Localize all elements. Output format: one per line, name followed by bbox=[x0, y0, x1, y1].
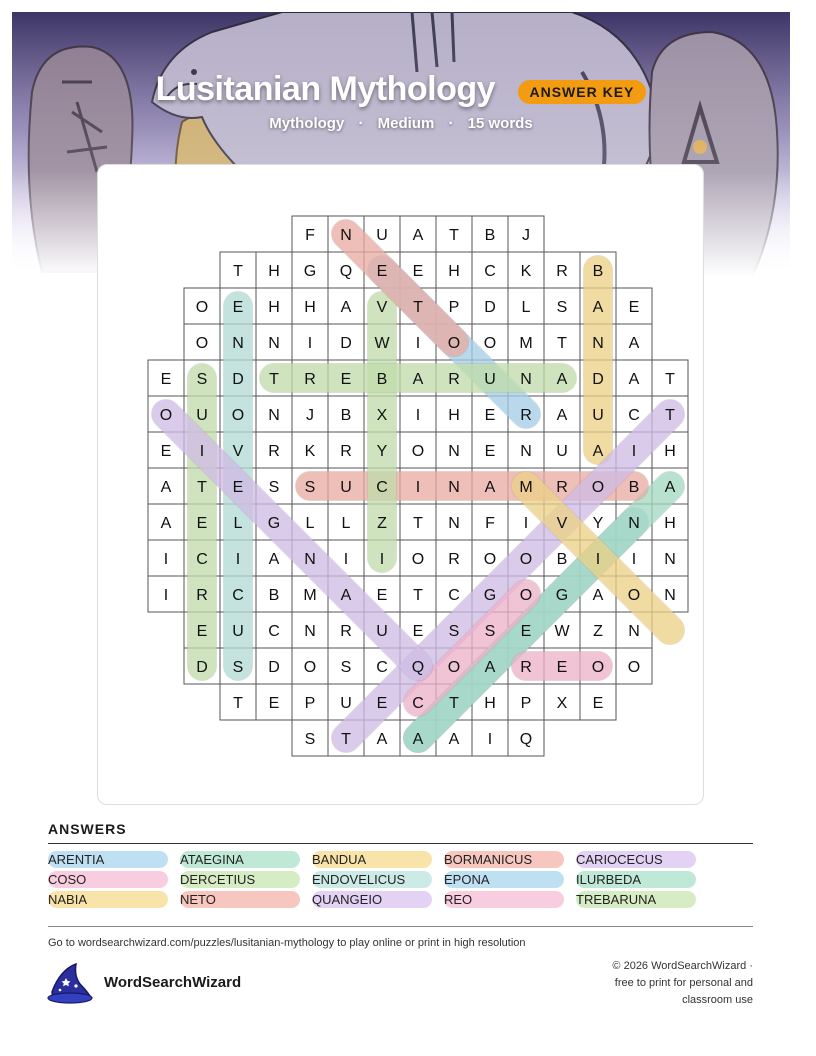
grid-letter: D bbox=[340, 335, 352, 352]
grid-letter: N bbox=[340, 227, 352, 244]
grid-letter: A bbox=[592, 587, 604, 604]
answer-word-label: ILURBEDA bbox=[576, 872, 642, 887]
grid-letter: S bbox=[556, 299, 568, 316]
grid-letter: S bbox=[232, 659, 244, 676]
answer-word-label: DERCETIUS bbox=[180, 872, 256, 887]
grid-letter: P bbox=[520, 695, 532, 712]
answers-heading: ANSWERS bbox=[48, 821, 127, 837]
answer-word-label: EPONA bbox=[444, 872, 490, 887]
grid-letter: R bbox=[556, 263, 568, 280]
grid-letter: I bbox=[487, 731, 493, 748]
grid-letter: R bbox=[340, 623, 352, 640]
grid-letter: T bbox=[341, 731, 351, 748]
answer-word-label: QUANGEIO bbox=[312, 892, 383, 907]
grid-letter: I bbox=[631, 551, 637, 568]
title-row bbox=[12, 70, 790, 109]
grid-letter: I bbox=[199, 443, 205, 460]
grid-letter: E bbox=[232, 479, 244, 496]
grid-letter: B bbox=[556, 551, 568, 568]
grid-letter: H bbox=[448, 263, 460, 280]
grid-letter: A bbox=[664, 479, 676, 496]
grid-letter: O bbox=[483, 551, 497, 568]
grid-letter: A bbox=[556, 371, 568, 388]
grid-letter: U bbox=[340, 695, 352, 712]
grid-letter: C bbox=[448, 587, 460, 604]
grid-letter: J bbox=[306, 407, 314, 424]
page-title: Lusitanian Mythology bbox=[155, 70, 496, 108]
answer-word bbox=[48, 851, 168, 868]
grid-letter: B bbox=[340, 407, 352, 424]
answer-word-label: ATAEGINA bbox=[180, 852, 244, 867]
grid-letter: N bbox=[232, 335, 244, 352]
grid-letter: O bbox=[591, 479, 605, 496]
grid-letter: U bbox=[376, 227, 388, 244]
grid-letter: R bbox=[448, 371, 460, 388]
grid-letter: X bbox=[376, 407, 388, 424]
answer-word-label: COSO bbox=[48, 872, 87, 887]
grid-letter: O bbox=[195, 299, 209, 316]
grid-letter: T bbox=[233, 695, 243, 712]
grid-letter: O bbox=[591, 659, 605, 676]
grid-letter: H bbox=[484, 695, 496, 712]
grid-letter: O bbox=[627, 659, 641, 676]
grid-letter: U bbox=[196, 407, 208, 424]
grid-letter: C bbox=[232, 587, 244, 604]
footer-link[interactable]: Go to wordsearchwizard.com/puzzles/lusitanian-mythology to play online or print in high resolution bbox=[48, 937, 526, 949]
grid-letter: P bbox=[448, 299, 460, 316]
copyright bbox=[553, 958, 753, 1009]
grid-letter: T bbox=[557, 335, 567, 352]
answer-word bbox=[576, 891, 696, 908]
grid-letter: G bbox=[303, 263, 317, 280]
grid-letter: D bbox=[232, 371, 244, 388]
grid-letter: C bbox=[628, 407, 640, 424]
answer-word bbox=[180, 871, 300, 888]
grid-letter: A bbox=[484, 659, 496, 676]
grid-letter: A bbox=[448, 731, 460, 748]
grid-letter: O bbox=[411, 443, 425, 460]
grid-letter: V bbox=[376, 299, 388, 316]
grid-letter: G bbox=[267, 515, 281, 532]
grid-letter: Y bbox=[592, 515, 604, 532]
grid-letter: D bbox=[484, 299, 496, 316]
grid-letter: T bbox=[413, 299, 423, 316]
word-count-label: 15 words bbox=[467, 115, 533, 132]
grid-letter: O bbox=[231, 407, 245, 424]
grid-letter: Z bbox=[593, 623, 603, 640]
grid-letter: U bbox=[340, 479, 352, 496]
grid-letter: E bbox=[160, 443, 172, 460]
grid-letter: W bbox=[554, 623, 570, 640]
grid-letter: N bbox=[664, 551, 676, 568]
grid-letter: N bbox=[268, 335, 280, 352]
grid-letter: S bbox=[268, 479, 280, 496]
grid-letter: B bbox=[628, 479, 640, 496]
answer-word-label: REO bbox=[444, 892, 473, 907]
grid-letter: K bbox=[520, 263, 532, 280]
grid-letter: S bbox=[304, 731, 316, 748]
grid-letter: L bbox=[521, 299, 531, 316]
copyright-line: © 2026 WordSearchWizard · bbox=[612, 960, 753, 972]
grid-letter: S bbox=[340, 659, 352, 676]
grid-letter: F bbox=[485, 515, 495, 532]
grid-letter: A bbox=[412, 227, 424, 244]
grid-letter: T bbox=[413, 587, 423, 604]
grid-letter: E bbox=[376, 695, 388, 712]
answer-word bbox=[48, 891, 168, 908]
grid-letter: J bbox=[522, 227, 530, 244]
grid-letter: V bbox=[232, 443, 244, 460]
grid-letter: E bbox=[628, 299, 640, 316]
grid-letter: I bbox=[163, 587, 169, 604]
grid-letter: D bbox=[196, 659, 208, 676]
grid-letter: R bbox=[304, 371, 316, 388]
grid-letter: I bbox=[415, 479, 421, 496]
grid-letter: N bbox=[592, 335, 604, 352]
grid-letter: T bbox=[233, 263, 243, 280]
grid-letter: A bbox=[592, 299, 604, 316]
grid-letter: N bbox=[520, 443, 532, 460]
grid-letter: C bbox=[268, 623, 280, 640]
grid-letter: B bbox=[376, 371, 388, 388]
grid-letter: Z bbox=[377, 515, 387, 532]
grid-letter: P bbox=[304, 695, 316, 712]
grid-letter: I bbox=[595, 551, 601, 568]
grid-letter: N bbox=[664, 587, 676, 604]
grid-letter: C bbox=[376, 659, 388, 676]
grid-letter: I bbox=[379, 551, 385, 568]
grid-letter: L bbox=[341, 515, 351, 532]
grid-letter: X bbox=[556, 695, 568, 712]
grid-letter: V bbox=[556, 515, 568, 532]
answer-word-label: NETO bbox=[180, 892, 216, 907]
grid-letter: O bbox=[627, 587, 641, 604]
grid-letter: U bbox=[376, 623, 388, 640]
grid-letter: N bbox=[448, 443, 460, 460]
grid-letter: G bbox=[483, 587, 497, 604]
grid-letter: A bbox=[484, 479, 496, 496]
grid-letter: T bbox=[197, 479, 207, 496]
grid-letter: Q bbox=[519, 731, 533, 748]
grid-letter: I bbox=[235, 551, 241, 568]
grid-letter: N bbox=[628, 623, 640, 640]
grid-letter: A bbox=[340, 587, 352, 604]
grid-letter: E bbox=[340, 371, 352, 388]
grid-letter: C bbox=[412, 695, 424, 712]
grid-letter: L bbox=[233, 515, 243, 532]
grid-letter: U bbox=[592, 407, 604, 424]
grid-letter: I bbox=[343, 551, 349, 568]
grid-letter: T bbox=[665, 371, 675, 388]
grid-letter: S bbox=[484, 623, 496, 640]
answer-word bbox=[576, 871, 696, 888]
grid-letter: L bbox=[305, 515, 315, 532]
grid-letter: O bbox=[303, 659, 317, 676]
grid-letter: S bbox=[448, 623, 460, 640]
grid-letter: S bbox=[304, 479, 316, 496]
answer-word bbox=[48, 871, 168, 888]
grid-letter: C bbox=[376, 479, 388, 496]
grid-letter: T bbox=[269, 371, 279, 388]
grid-letter: O bbox=[447, 335, 461, 352]
grid-letter: E bbox=[376, 263, 388, 280]
answer-word-label: ENDOVELICUS bbox=[312, 872, 406, 887]
grid-letter: E bbox=[160, 371, 172, 388]
copyright-line: classroom use bbox=[682, 994, 753, 1006]
grid-letter: M bbox=[519, 479, 533, 496]
grid-letter: A bbox=[160, 515, 172, 532]
grid-letter: Q bbox=[411, 659, 425, 676]
grid-letter: I bbox=[523, 515, 529, 532]
grid-letter: T bbox=[413, 515, 423, 532]
answer-word bbox=[180, 891, 300, 908]
answer-word bbox=[312, 851, 432, 868]
answer-key-badge: ANSWER KEY bbox=[518, 80, 647, 104]
divider bbox=[48, 843, 753, 844]
grid-letter: N bbox=[304, 551, 316, 568]
answer-word bbox=[444, 891, 564, 908]
answer-word bbox=[312, 891, 432, 908]
grid-letter: A bbox=[592, 443, 604, 460]
separator-dot: · bbox=[358, 115, 364, 132]
grid-letter: E bbox=[232, 299, 244, 316]
grid-letter: O bbox=[519, 551, 533, 568]
grid-letter: E bbox=[412, 263, 424, 280]
answer-word-label: TREBARUNA bbox=[576, 892, 657, 907]
grid-letter: R bbox=[196, 587, 208, 604]
divider bbox=[48, 926, 753, 927]
grid-letter: R bbox=[268, 443, 280, 460]
grid-letter: A bbox=[412, 731, 424, 748]
grid-letter: E bbox=[484, 407, 496, 424]
grid-letter: U bbox=[484, 371, 496, 388]
grid-letter: Q bbox=[339, 263, 353, 280]
brand-name: WordSearchWizard bbox=[104, 974, 242, 991]
grid-letter: O bbox=[483, 335, 497, 352]
grid-letter: H bbox=[268, 299, 280, 316]
grid-letter: E bbox=[556, 659, 568, 676]
grid-letter: C bbox=[196, 551, 208, 568]
grid-letter: F bbox=[305, 227, 315, 244]
grid-letter: E bbox=[592, 695, 604, 712]
category-label: Mythology bbox=[269, 115, 345, 132]
grid-letter: T bbox=[665, 407, 675, 424]
grid-letter: E bbox=[196, 515, 208, 532]
answer-word bbox=[444, 851, 564, 868]
grid-letter: B bbox=[592, 263, 604, 280]
grid-letter: E bbox=[484, 443, 496, 460]
grid-letter: R bbox=[556, 479, 568, 496]
grid-letter: D bbox=[592, 371, 604, 388]
grid-letter: N bbox=[520, 371, 532, 388]
grid-letter: A bbox=[160, 479, 172, 496]
grid-letter: A bbox=[556, 407, 568, 424]
grid-letter: N bbox=[448, 479, 460, 496]
grid-letter: O bbox=[447, 659, 461, 676]
grid-letter: A bbox=[268, 551, 280, 568]
grid-letter: E bbox=[196, 623, 208, 640]
grid-letter: T bbox=[449, 227, 459, 244]
grid-letter: U bbox=[232, 623, 244, 640]
grid-letter: I bbox=[631, 443, 637, 460]
grid-letter: A bbox=[412, 371, 424, 388]
grid-letter: N bbox=[304, 623, 316, 640]
grid-letter: O bbox=[411, 551, 425, 568]
grid-letter: H bbox=[268, 263, 280, 280]
grid-letter: R bbox=[340, 443, 352, 460]
answer-word-label: BANDUA bbox=[312, 852, 367, 867]
answer-word bbox=[444, 871, 564, 888]
grid-letter: D bbox=[268, 659, 280, 676]
answer-word-label: BORMANICUS bbox=[444, 852, 533, 867]
word-search-grid bbox=[98, 165, 705, 806]
grid-letter: M bbox=[303, 587, 317, 604]
separator-dot: · bbox=[448, 115, 454, 132]
grid-letter: O bbox=[519, 587, 533, 604]
grid-letter: N bbox=[448, 515, 460, 532]
grid-letter: A bbox=[628, 335, 640, 352]
copyright-line: free to print for personal and bbox=[614, 977, 753, 989]
answer-word bbox=[180, 851, 300, 868]
grid-letter: E bbox=[268, 695, 280, 712]
grid-letter: E bbox=[412, 623, 424, 640]
puzzle-meta bbox=[12, 115, 790, 132]
grid-letter: B bbox=[268, 587, 280, 604]
grid-letter: H bbox=[664, 515, 676, 532]
grid-letter: S bbox=[196, 371, 208, 388]
grid-letter: R bbox=[448, 551, 460, 568]
grid-letter: B bbox=[484, 227, 496, 244]
grid-letter: E bbox=[520, 623, 532, 640]
grid-letter: Y bbox=[376, 443, 388, 460]
grid-letter: W bbox=[374, 335, 390, 352]
answer-word-label: NABIA bbox=[48, 892, 88, 907]
answer-word-label: CARIOCECUS bbox=[576, 852, 663, 867]
answer-word bbox=[312, 871, 432, 888]
puzzle-card bbox=[97, 164, 704, 805]
grid-letter: A bbox=[340, 299, 352, 316]
wizard-hat-icon bbox=[46, 962, 94, 1004]
answer-word bbox=[576, 851, 696, 868]
grid-letter: H bbox=[664, 443, 676, 460]
grid-letter: R bbox=[520, 407, 532, 424]
grid-letter: N bbox=[268, 407, 280, 424]
grid-letter: H bbox=[448, 407, 460, 424]
grid-letter: O bbox=[195, 335, 209, 352]
grid-letter: M bbox=[519, 335, 533, 352]
grid-letter: R bbox=[520, 659, 532, 676]
grid-letter: I bbox=[415, 335, 421, 352]
grid-letter: A bbox=[628, 371, 640, 388]
grid-letter: T bbox=[449, 695, 459, 712]
grid-letter: K bbox=[304, 443, 316, 460]
grid-letter: I bbox=[307, 335, 313, 352]
grid-letter: H bbox=[304, 299, 316, 316]
grid-letter: G bbox=[555, 587, 569, 604]
grid-letter: U bbox=[556, 443, 568, 460]
grid-letter: N bbox=[628, 515, 640, 532]
grid-letter: I bbox=[163, 551, 169, 568]
grid-letter: E bbox=[376, 587, 388, 604]
grid-letter: C bbox=[484, 263, 496, 280]
difficulty-label: Medium bbox=[377, 115, 435, 132]
grid-letter: A bbox=[376, 731, 388, 748]
grid-letter: I bbox=[415, 407, 421, 424]
answer-word-label: ARENTIA bbox=[48, 852, 105, 867]
grid-letter: O bbox=[159, 407, 173, 424]
